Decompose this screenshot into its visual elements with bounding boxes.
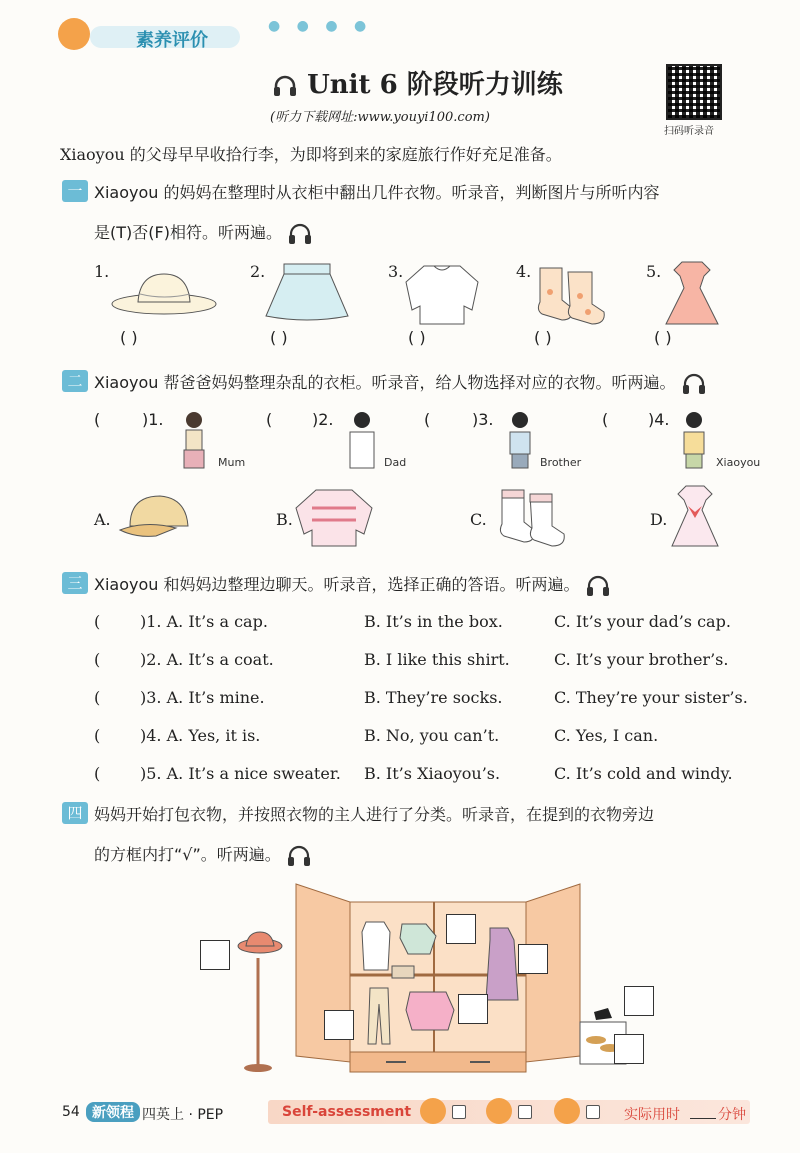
s3-row-3 bbox=[94, 688, 774, 726]
qr-label: 扫码听录音 bbox=[664, 126, 714, 137]
wardrobe-scene bbox=[196, 880, 636, 1080]
s3-row-1-a[interactable]: )1. A. It’s a cap. bbox=[140, 612, 268, 631]
s3-row-3-b[interactable]: B. They’re socks. bbox=[364, 688, 503, 707]
section3-rows bbox=[94, 612, 774, 802]
s3-row-1 bbox=[94, 612, 774, 650]
badge-title: 素养评价 bbox=[136, 30, 208, 51]
shirt-icon bbox=[362, 922, 390, 970]
sweater-icon bbox=[404, 262, 480, 326]
section2-instruction bbox=[94, 370, 707, 396]
checkbox-dress[interactable] bbox=[518, 944, 548, 974]
checkbox-trousers[interactable] bbox=[324, 1010, 354, 1040]
s2-option-a-letter: A. bbox=[94, 510, 111, 529]
s2-person-4-name: Xiaoyou bbox=[716, 456, 761, 469]
section2-text: Xiaoyou 帮爸爸妈妈整理杂乱的衣柜。听录音，给人物选择对应的衣物。听两遍。 bbox=[94, 373, 676, 392]
s3-row-4-a[interactable]: )4. A. Yes, it is. bbox=[140, 726, 261, 745]
rating-checkbox-2[interactable] bbox=[518, 1105, 532, 1119]
section1-instruction-line1: Xiaoyou 的妈妈在整理时从衣柜中翻出几件衣物。听录音，判断图片与所听内容 bbox=[94, 183, 660, 202]
s3-row-2 bbox=[94, 650, 774, 688]
s2-option-b-letter: B. bbox=[276, 510, 293, 529]
s2-person-3-name: Brother bbox=[540, 456, 582, 469]
fox-mascot-icon bbox=[58, 18, 90, 50]
dress-icon bbox=[664, 260, 720, 328]
s3-row-1-b[interactable]: B. It’s in the box. bbox=[364, 612, 503, 631]
s3-row-3-c[interactable]: C. They’re your sister’s. bbox=[554, 688, 748, 707]
page-title bbox=[272, 64, 563, 101]
s3-row-2-b[interactable]: B. I like this shirt. bbox=[364, 650, 510, 669]
brand-label: 新领程 bbox=[86, 1102, 140, 1122]
cap-icon bbox=[116, 490, 196, 540]
section4-number: 四 bbox=[62, 802, 88, 824]
s3-row-4 bbox=[94, 726, 774, 764]
section4-instruction-line2 bbox=[94, 842, 312, 868]
s1-item-5-num: 5. bbox=[646, 262, 662, 281]
s3-row-1-c[interactable]: C. It’s your dad’s cap. bbox=[554, 612, 731, 631]
fox-face-icon bbox=[420, 1098, 446, 1124]
s1-answer-1[interactable]: ( ) bbox=[120, 328, 138, 347]
headphone-icon bbox=[681, 372, 707, 396]
checkbox-shoes[interactable] bbox=[614, 1034, 644, 1064]
s3-row-2-c[interactable]: C. It’s your brother’s. bbox=[554, 650, 729, 669]
time-label: 实际用时 bbox=[624, 1107, 680, 1123]
headphone-icon bbox=[272, 74, 298, 98]
time-blank[interactable] bbox=[690, 1118, 716, 1119]
brother-figure-icon bbox=[498, 410, 542, 470]
s2-open-paren-3[interactable]: ( bbox=[424, 410, 431, 429]
s1-item-4-num: 4. bbox=[516, 262, 532, 281]
checkbox-cap-area[interactable] bbox=[624, 986, 654, 1016]
section1-instruction-line2 bbox=[94, 220, 313, 246]
s3-row-5-b[interactable]: B. It’s Xiaoyou’s. bbox=[364, 764, 501, 783]
subtitle: (听力下载网址:www.youyi100.com) bbox=[270, 110, 490, 125]
s1-item-1-num: 1. bbox=[94, 262, 110, 281]
xiaoyou-figure-icon bbox=[672, 410, 716, 470]
headphone-icon bbox=[287, 222, 313, 246]
mum-figure-icon bbox=[172, 410, 216, 470]
s3-open-paren[interactable]: ( bbox=[94, 726, 101, 745]
s2-person-1-num: )1. bbox=[142, 410, 164, 429]
s2-person-2-num: )2. bbox=[312, 410, 334, 429]
dad-figure-icon bbox=[340, 410, 384, 470]
s3-row-4-c[interactable]: C. Yes, I can. bbox=[554, 726, 659, 745]
s1-answer-2[interactable]: ( ) bbox=[270, 328, 288, 347]
s3-row-5-c[interactable]: C. It’s cold and windy. bbox=[554, 764, 733, 783]
folded-clothes-icon bbox=[392, 966, 414, 978]
socks-icon bbox=[494, 486, 570, 548]
s1-item-3-num: 3. bbox=[388, 262, 404, 281]
s2-open-paren-2[interactable]: ( bbox=[266, 410, 273, 429]
fox-face-icon bbox=[486, 1098, 512, 1124]
hat-icon bbox=[110, 268, 218, 318]
section3-instruction bbox=[94, 572, 611, 598]
time-unit: 分钟 bbox=[718, 1107, 746, 1123]
checkbox-sweater[interactable] bbox=[446, 914, 476, 944]
section4-line2-text: 的方框内打“√”。听两遍。 bbox=[94, 845, 281, 864]
s2-open-paren-1[interactable]: ( bbox=[94, 410, 101, 429]
s3-open-paren[interactable]: ( bbox=[94, 688, 101, 707]
qr-code[interactable] bbox=[666, 64, 722, 120]
s2-person-2-name: Dad bbox=[384, 456, 407, 469]
s3-row-4-b[interactable]: B. No, you can’t. bbox=[364, 726, 500, 745]
section4-instruction-line1: 妈妈开始打包衣物，并按照衣物的主人进行了分类。听录音，在提到的衣物旁边 bbox=[94, 805, 655, 824]
s2-person-4-num: )4. bbox=[648, 410, 670, 429]
fox-face-icon bbox=[554, 1098, 580, 1124]
s3-open-paren[interactable]: ( bbox=[94, 650, 101, 669]
dress-icon bbox=[486, 928, 518, 1000]
title-text: Unit 6 阶段听力训练 bbox=[307, 70, 563, 100]
s3-open-paren[interactable]: ( bbox=[94, 612, 101, 631]
section3-text: Xiaoyou 和妈妈边整理边聊天。听录音，选择正确的答语。听两遍。 bbox=[94, 575, 580, 594]
s3-row-5 bbox=[94, 764, 774, 802]
s1-answer-5[interactable]: ( ) bbox=[654, 328, 672, 347]
headphone-icon bbox=[286, 844, 312, 868]
hat-stand-icon bbox=[238, 932, 282, 1072]
s1-answer-3[interactable]: ( ) bbox=[408, 328, 426, 347]
dress-icon bbox=[670, 484, 720, 550]
s2-person-3-num: )3. bbox=[472, 410, 494, 429]
self-assessment-label: Self-assessment bbox=[282, 1104, 412, 1120]
sweater-icon bbox=[294, 486, 374, 548]
s1-answer-4[interactable]: ( ) bbox=[534, 328, 552, 347]
headphone-icon bbox=[585, 574, 611, 598]
rating-checkbox-3[interactable] bbox=[586, 1105, 600, 1119]
s2-option-c-letter: C. bbox=[470, 510, 487, 529]
header-badge bbox=[50, 14, 270, 54]
section2-number: 二 bbox=[62, 370, 88, 392]
grade-label: 四英上 · PEP bbox=[142, 1107, 224, 1123]
s2-option-d-letter: D. bbox=[650, 510, 668, 529]
socks-icon bbox=[532, 262, 608, 326]
s2-person-1-name: Mum bbox=[218, 456, 246, 469]
skirt-icon bbox=[262, 262, 352, 322]
section3-number: 三 bbox=[62, 572, 88, 594]
section1-number: 一 bbox=[62, 180, 88, 202]
s3-row-2-a[interactable]: )2. A. It’s a coat. bbox=[140, 650, 274, 669]
s3-row-3-a[interactable]: )3. A. It’s mine. bbox=[140, 688, 265, 707]
page-number: 54 bbox=[62, 1104, 80, 1120]
s3-row-5-a[interactable]: )5. A. It’s a nice sweater. bbox=[140, 764, 341, 783]
s2-open-paren-4[interactable]: ( bbox=[602, 410, 609, 429]
checkbox-jacket[interactable] bbox=[458, 994, 488, 1024]
s1-item-2-num: 2. bbox=[250, 262, 266, 281]
intro-text: Xiaoyou 的父母早早收拾行李，为即将到来的家庭旅行作好充足准备。 bbox=[60, 145, 562, 164]
jacket-icon bbox=[406, 992, 454, 1030]
checkbox-hat[interactable] bbox=[200, 940, 230, 970]
wardrobe-icon bbox=[296, 884, 580, 1072]
s3-open-paren[interactable]: ( bbox=[94, 764, 101, 783]
rating-checkbox-1[interactable] bbox=[452, 1105, 466, 1119]
section1-line2-text: 是(T)否(F)相符。听两遍。 bbox=[94, 223, 282, 242]
paw-prints-icon: ● ● ● ● bbox=[268, 18, 373, 34]
